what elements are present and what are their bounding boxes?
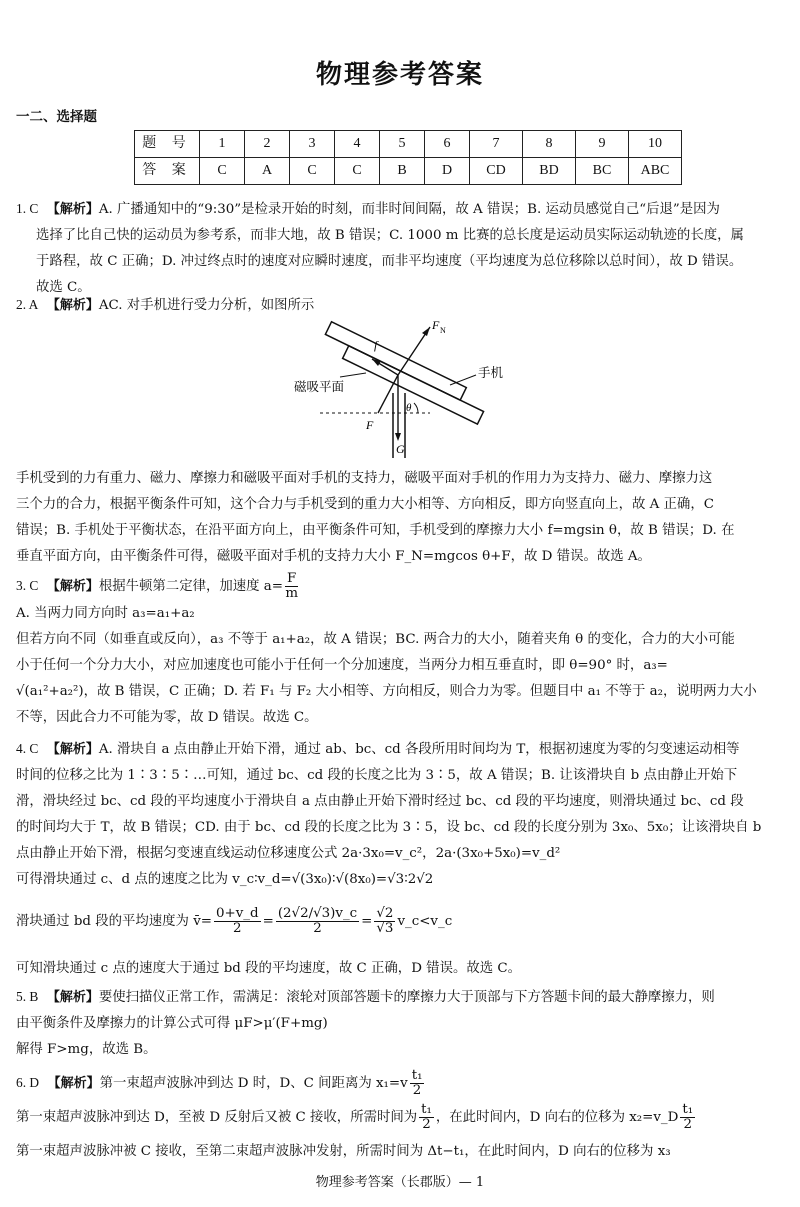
- q6-line-1: 第一束超声波脉冲到达 D 时，D、C 间距离为 x₁=v: [99, 1076, 408, 1091]
- q6-f3-num: t₁: [682, 1102, 694, 1117]
- force-diagram: [280, 313, 520, 458]
- q3-fraction-denominator: m: [285, 586, 299, 601]
- table-answer-cell: C: [335, 158, 380, 185]
- q6-fraction-2: [419, 1103, 434, 1132]
- question-1-solution: [16, 196, 786, 301]
- q6-label: 6. D: [16, 1075, 40, 1090]
- q4-avg-fraction-2: [276, 907, 359, 936]
- q3-fraction: [285, 572, 298, 601]
- q6-line-2: 第一束超声波脉冲到达 D，至被 D 反射后又被 C 接收，所需时间为: [16, 1110, 418, 1125]
- q1-line: A. 广播通知中的“9:30”是检录开始的时刻，而非时间间隔，故 A 错误；B. 运动员感觉自己“后退”是因为: [98, 202, 720, 217]
- q4-avg-tail: v_c<v_c: [397, 914, 453, 929]
- q4-line: A. 滑块自 a 点由静止开始下滑，通过 ab、bc、cd 各段所用时间均为 T，根据初速度为零的匀变速运动相等: [98, 742, 740, 757]
- q3-label: 3. C: [16, 578, 39, 593]
- table-number-cell: 6: [425, 131, 470, 158]
- table-answer-cell: B: [380, 158, 425, 185]
- table-number-cell: 3: [290, 131, 335, 158]
- q1-label: 1. C: [16, 201, 39, 216]
- q4-conclusion: 可知滑块通过 c 点的速度大于通过 bd 段的平均速度，故 C 正确，D 错误。故选 C。: [16, 961, 522, 976]
- table-number-cell: 9: [576, 131, 629, 158]
- q4-avg-intro: 滑块通过 bd 段的平均速度为 v̄=: [16, 914, 212, 929]
- table-answer-cell: BC: [576, 158, 629, 185]
- fn-label: F: [432, 318, 440, 332]
- table-number-cell: 1: [200, 131, 245, 158]
- q4-line: 滑，滑块经过 bc、cd 段的平均速度小于滑块自 a 点由静止开始下滑时经过 bc、cd 段的平均速度，则滑块通过 bc、cd 段: [16, 794, 744, 809]
- q4-analysis-tag: 【解析】: [46, 742, 99, 757]
- q4-avg-f1-num: 0+v_d: [216, 906, 259, 921]
- question-3-solution: [16, 572, 786, 731]
- q6-f3-den: 2: [683, 1117, 693, 1132]
- table-answer-cell: BD: [523, 158, 576, 185]
- answer-table: [134, 130, 682, 185]
- q6-f1-num: t₁: [411, 1068, 423, 1083]
- q5-analysis-tag: 【解析】: [46, 990, 99, 1005]
- table-answer-cell: C: [290, 158, 335, 185]
- q6-f2-num: t₁: [421, 1102, 432, 1117]
- table-number-cell: 10: [629, 131, 682, 158]
- q5-line: 要使扫描仪正常工作，需满足：滚轮对顶部答题卡的摩擦力大于顶部与下方答题卡间的最大静摩擦力，则: [98, 990, 715, 1005]
- magnetic-plane-label: 磁吸平面: [294, 379, 345, 394]
- question-5-solution: [16, 984, 786, 1063]
- q1-analysis-tag: 【解析】: [46, 202, 99, 217]
- q6-fraction-3: [680, 1103, 695, 1132]
- q4-line: 时间的位移之比为 1∶3∶5∶…可知，通过 bc、cd 段的长度之比为 3∶5，故 A 错误；B. 让该滑块自 b 点由静止开始下: [16, 768, 738, 783]
- q1-line: 选择了比自己快的运动员为参考系，而非大地，故 B 错误；C. 1000 m 比赛的总长度是运动员实际运动轨迹的长度，属: [36, 228, 744, 243]
- table-answer-cell: D: [425, 158, 470, 185]
- q3-analysis-tag: 【解析】: [46, 579, 99, 594]
- fn-subscript: N: [440, 326, 446, 335]
- q4-avg-f2-den: 2: [313, 921, 322, 936]
- q3-line: 不等，因此合力不可能为零，故 D 错误。故选 C。: [16, 710, 318, 725]
- q4-avg-fraction-3: [374, 907, 395, 936]
- table-answer-cell: ABC: [629, 158, 682, 185]
- q5-label: 5. B: [16, 989, 39, 1004]
- table-answer-label: 答 案: [135, 158, 200, 185]
- q4-avg-f3-den: √3: [376, 921, 394, 936]
- F-label: F: [366, 418, 374, 432]
- theta-label: θ: [406, 402, 412, 414]
- q2-line: 垂直平面方向，由平衡条件可得，磁吸平面对手机的支持力大小 F_N=mgcos θ+F，故 D 错误。故选 A。: [16, 549, 651, 564]
- q2-line: 手机受到的力有重力、磁力、摩擦力和磁吸平面对手机的支持力，磁吸平面对手机的作用力为支持力、磁力、摩擦力这: [16, 471, 713, 486]
- q4-line: 点由静止开始下滑，根据匀变速直线运动位移速度公式 2a·3x₀=v_c²，2a·(3x₀+5x₀)=v_d²: [16, 846, 561, 861]
- q4-avg-fraction-1: [214, 907, 261, 936]
- q1-line: 于路程，故 C 正确；D. 冲过终点时的速度对应瞬时速度，而非平均速度（平均速度为总位移除以总时间），故 D 错误。: [36, 254, 743, 269]
- table-number-cell: 8: [523, 131, 576, 158]
- table-number-cell: 5: [380, 131, 425, 158]
- q4-line: 可得滑块通过 c、d 点的速度之比为 v_c∶v_d=√(3x₀)∶√(8x₀)=√3∶2√2: [16, 872, 434, 887]
- q3-fraction-numerator: F: [287, 571, 297, 586]
- phone-label: 手机: [478, 365, 504, 380]
- q6-line-2b: ，在此时间内，D 向右的位移为 x₂=v_D: [435, 1110, 679, 1125]
- section-heading: 一二、选择题: [16, 109, 97, 125]
- page-title: 物理参考答案: [315, 60, 484, 90]
- q2-label: 2. A: [16, 297, 39, 312]
- table-number-cell: 7: [470, 131, 523, 158]
- q3-line: 小于任何一个分力大小，对应加速度也可能小于任何一个分加速度，当两分力相互垂直时，即 θ=90° 时，a₃=: [16, 658, 668, 673]
- q6-line-3: 第一束超声波脉冲被 C 接收，至第二束超声波脉冲发射，所需时间为 Δt−t₁，在此时间内，D 向右的位移为 x₃: [16, 1144, 671, 1159]
- q4-line: 的时间均大于 T，故 B 错误；CD. 由于 bc、cd 段的长度之比为 3∶5，设 bc、cd 段的长度分别为 3x₀、5x₀；让该滑块自 b: [16, 820, 762, 835]
- q3-line: A. 当两力同方向时 a₃=a₁+a₂: [16, 606, 195, 621]
- table-number-cell: 2: [245, 131, 290, 158]
- page-footer: 物理参考答案（长郡版）— 1: [315, 1175, 485, 1190]
- q2-line: 错误；B. 手机处于平衡状态，在沿平面方向上，由平衡条件可知，手机受到的摩擦力大小 f=mgsin θ，故 B 错误；D. 在: [16, 523, 735, 538]
- q4-avg-f3-num: √2: [376, 906, 394, 921]
- q6-f1-den: 2: [412, 1083, 422, 1098]
- table-header-label: 题 号: [135, 131, 200, 158]
- q3-intro: 根据牛顿第二定律，加速度 a=: [98, 579, 284, 594]
- f-label: f: [374, 338, 378, 352]
- q6-fraction-1: [410, 1069, 425, 1098]
- table-number-cell: 4: [335, 131, 380, 158]
- q5-line: 解得 F>mg，故选 B。: [16, 1042, 157, 1057]
- answer-table-answer-row: [135, 158, 682, 185]
- question-4-solution: [16, 736, 786, 893]
- G-label: G: [396, 442, 405, 456]
- question-2-body: [16, 466, 786, 570]
- q4-average-velocity: 滑块通过 bd 段的平均速度为 v̄= $\frac{0+v\_d}{2}$ = $\frac{(2√2/√3)v\_c}{2}$ = $\frac{√2}{√3}$ v_c<v_c: [16, 906, 453, 936]
- table-answer-cell: C: [200, 158, 245, 185]
- q4-avg-f1-den: 2: [233, 921, 242, 936]
- table-answer-cell: A: [245, 158, 290, 185]
- q4-label: 4. C: [16, 741, 39, 756]
- q6-f2-den: 2: [422, 1117, 431, 1132]
- q4-conclusion-block: [16, 956, 786, 982]
- q3-line: √(a₁²+a₂²)，故 B 错误，C 正确；D. 若 F₁ 与 F₂ 大小相等、方向相反，则合力为零。但题目中 a₁ 不等于 a₂，说明两力大小: [16, 684, 757, 699]
- table-answer-cell: CD: [470, 158, 523, 185]
- q2-analysis-tag: 【解析】: [46, 298, 99, 313]
- question-6-solution: [16, 1066, 786, 1169]
- q5-line: 由平衡条件及摩擦力的计算公式可得 μF>μ′(F+mg): [16, 1016, 328, 1031]
- q4-avg-f2-num: (2√2/√3)v_c: [277, 906, 358, 921]
- q2-line: 三个力的合力，根据平衡条件可知，这个合力与手机受到的重力大小相等、方向相反，即方向竖直向上，故 A 正确，C: [16, 497, 714, 512]
- q3-line: 但若方向不同（如垂直或反向），a₃ 不等于 a₁+a₂，故 A 错误；BC. 两合力的大小，随着夹角 θ 的变化，合力的大小可能: [16, 632, 735, 647]
- q6-analysis-tag: 【解析】: [47, 1076, 100, 1091]
- q2-intro: AC. 对手机进行受力分析，如图所示: [98, 298, 315, 313]
- q1-line: 故选 C。: [36, 280, 91, 295]
- answer-table-header-row: [135, 131, 682, 158]
